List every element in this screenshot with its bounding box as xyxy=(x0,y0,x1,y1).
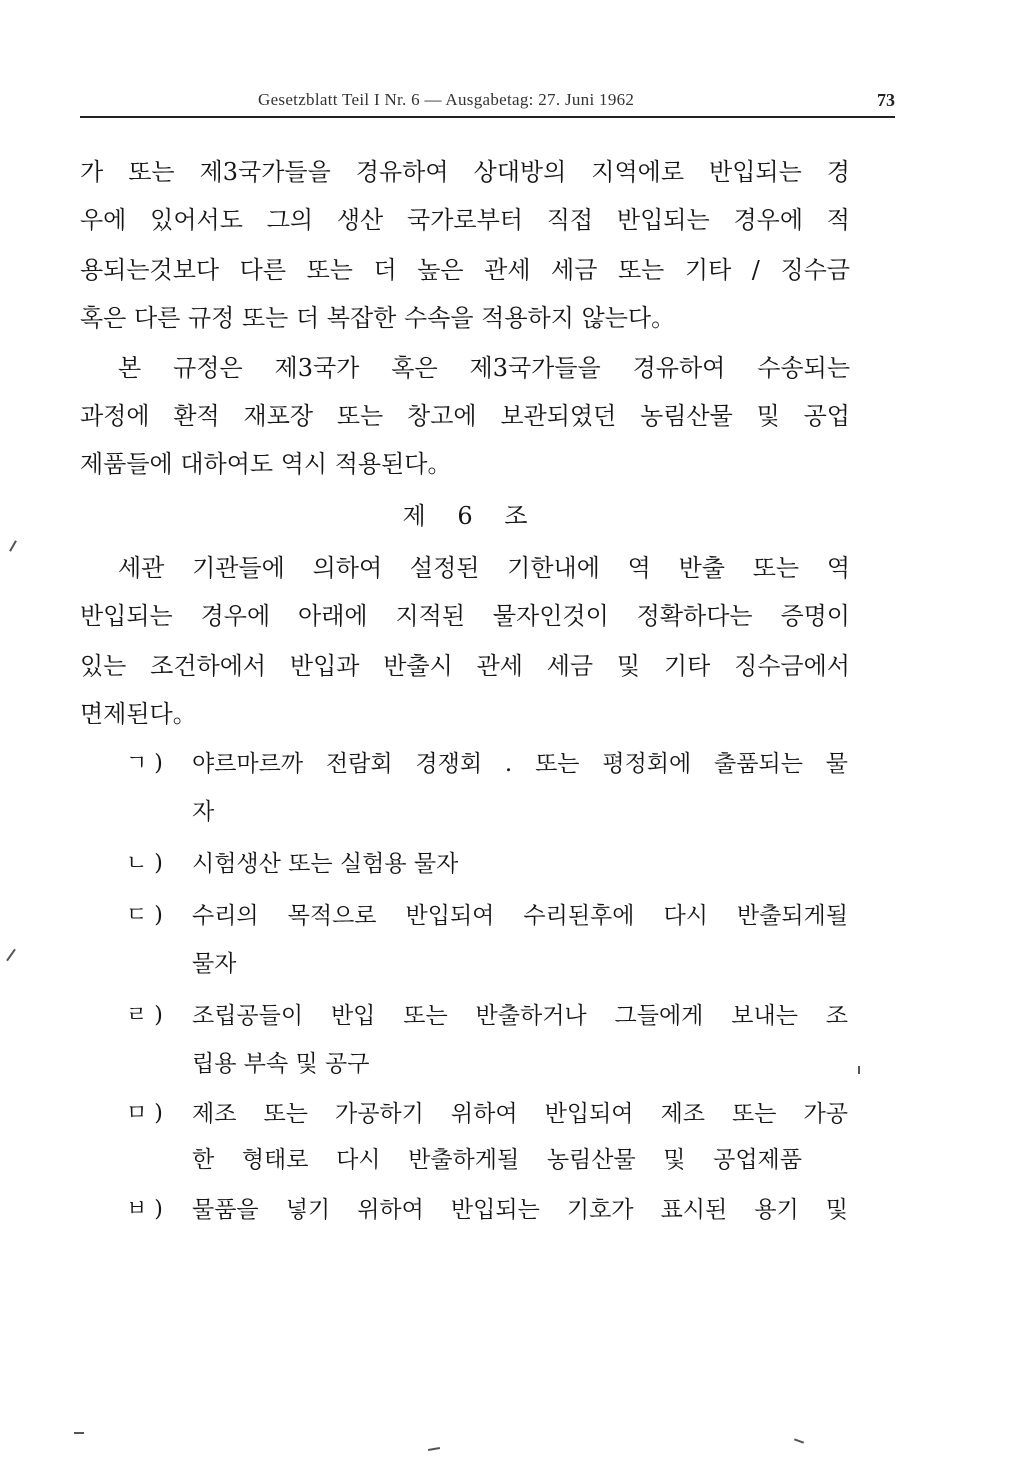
item-3-line-1: 수리의 목적으로 반입되여 수리된후에 다시 반출되게될 xyxy=(192,903,848,929)
item-marker-1: ㄱ ) xyxy=(126,751,163,776)
article-heading: 제 6 조 xyxy=(402,502,528,530)
item-marker-2: ㄴ ) xyxy=(126,851,163,876)
para2-line-2: 과정에 환적 재포장 또는 창고에 보관되였던 농림산물 및 공업 xyxy=(80,402,850,430)
page-number: 73 xyxy=(877,90,895,110)
para3-line-1: 세관 기관들에 의하여 설정된 기한내에 역 반출 또는 역 xyxy=(118,554,850,582)
item-marker-6: ㅂ ) xyxy=(126,1197,163,1222)
para2-line-3: 제품들에 대하여도 역시 적용된다。 xyxy=(80,450,452,478)
page-header xyxy=(80,88,895,118)
para1-line-3: 용되는것보다 다른 또는 더 높은 관세 세금 또는 기타 / 징수금 xyxy=(80,256,850,284)
para1-line-4: 혹은 다른 규정 또는 더 복잡한 수속을 적용하지 않는다。 xyxy=(80,304,676,332)
item-1-line-2: 자 xyxy=(192,799,215,825)
item-5-line-2: 한 형태로 다시 반출하게될 농림산물 및 공업제품 xyxy=(192,1147,802,1173)
item-4-line-2: 립용 부속 및 공구 xyxy=(192,1051,370,1077)
item-2-line-1: 시험생산 또는 실험용 물자 xyxy=(192,851,459,877)
para1-line-1: 가 또는 제3국가들을 경유하여 상대방의 지역에로 반입되는 경 xyxy=(80,158,850,186)
item-marker-5: ㅁ ) xyxy=(126,1101,163,1126)
scan-speck xyxy=(74,1432,84,1434)
para3-line-3: 있는 조건하에서 반입과 반출시 관세 세금 및 기타 징수금에서 xyxy=(80,652,850,680)
item-6-line-1: 물품을 넣기 위하여 반입되는 기호가 표시된 용기 및 xyxy=(192,1197,848,1223)
scan-speck xyxy=(428,1447,440,1451)
item-5-line-1: 제조 또는 가공하기 위하여 반입되여 제조 또는 가공 xyxy=(192,1101,848,1127)
scan-speck xyxy=(794,1438,804,1443)
para3-line-4: 면제된다。 xyxy=(80,700,197,728)
item-1-line-1: 야르마르까 전람회 경쟁회 . 또는 평정회에 출품되는 물 xyxy=(192,751,848,777)
item-3-line-2: 물자 xyxy=(192,951,237,977)
header-text: Gesetzblatt Teil I Nr. 6 — Ausgabetag: 27. Juni 1962 xyxy=(258,90,635,109)
item-marker-3: ㄷ ) xyxy=(126,903,163,928)
para3-line-2: 반입되는 경우에 아래에 지적된 물자인것이 정확하다는 증명이 xyxy=(80,602,850,630)
scan-speck xyxy=(6,949,16,962)
para2-line-1: 본 규정은 제3국가 혹은 제3국가들을 경유하여 수송되는 xyxy=(118,354,850,382)
item-4-line-1: 조립공들이 반입 또는 반출하거나 그들에게 보내는 조 xyxy=(192,1003,848,1029)
scan-speck xyxy=(858,1066,860,1074)
item-marker-4: ㄹ ) xyxy=(126,1003,163,1028)
para1-line-2: 우에 있어서도 그의 생산 국가로부터 직접 반입되는 경우에 적 xyxy=(80,206,850,234)
scan-speck xyxy=(9,540,17,551)
